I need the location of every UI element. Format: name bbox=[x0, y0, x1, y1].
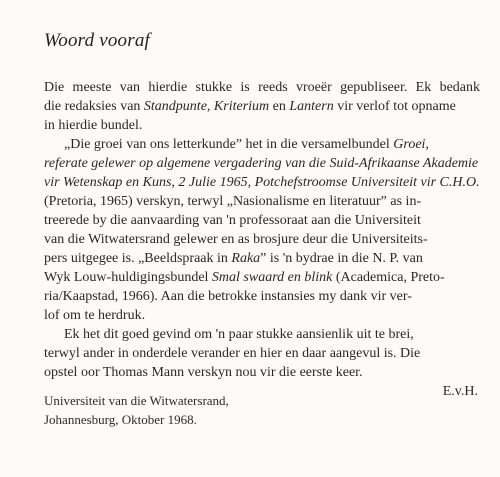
text-line: terwyl ander in onderdele verander en hier en daar aangevul is. Die bbox=[44, 346, 421, 361]
text-line bbox=[44, 97, 480, 116]
journal-title-standpunte: Standpunte bbox=[143, 99, 207, 114]
text-span: Wyk Louw-huldigingsbundel bbox=[44, 270, 212, 285]
footer-date: Johannesburg, Oktober 1968. bbox=[44, 412, 197, 427]
book-title-groei: Groei, bbox=[393, 137, 429, 152]
text-span: en bbox=[269, 99, 290, 114]
footer-place: Universiteit van die Witwatersrand, bbox=[44, 393, 229, 408]
paragraph-acknowledgement bbox=[44, 78, 480, 135]
journal-title-lantern: Lantern bbox=[289, 99, 334, 114]
text-line: vir Wetenskap en Kuns, 2 Julie 1965, Potchefstroomse Universiteit vir C.H.O. bbox=[44, 175, 480, 190]
text-line: van die Witwatersrand gelewer en as brosjure deur die Universiteits- bbox=[44, 232, 428, 247]
text-line bbox=[44, 135, 480, 154]
paragraph-sources bbox=[44, 135, 480, 325]
text-span: , bbox=[206, 99, 214, 114]
preface-body bbox=[44, 78, 480, 401]
text-line bbox=[44, 268, 480, 287]
text-span: pers uitgegee is. „Beeldspraak in bbox=[44, 251, 232, 266]
paragraph-revisions bbox=[44, 325, 480, 382]
text-line: in hierdie bundel. bbox=[44, 118, 143, 133]
text-line: opstel oor Thomas Mann verskyn nou vir die eerste keer. bbox=[44, 365, 363, 380]
text-line: (Pretoria, 1965) verskyn, terwyl „Nasionalisme en literatuur” as in- bbox=[44, 194, 422, 209]
author-signature: E.v.H. bbox=[442, 384, 478, 399]
text-line: treerede by die aanvaarding van 'n professoraat aan die Universiteit bbox=[44, 213, 421, 228]
text-line: referate gelewer op algemene vergadering van die Suid-Afrikaanse Akademie bbox=[44, 156, 479, 171]
text-line: ria/Kaapstad, 1966). Aan die betrokke instansies my dank vir ver- bbox=[44, 289, 412, 304]
text-line bbox=[44, 249, 480, 268]
book-title-smal-swaard: Smal swaard en blink bbox=[211, 270, 333, 285]
page-heading: Woord vooraf bbox=[44, 30, 151, 51]
text-line: Ek het dit goed gevind om 'n paar stukke aansienlik uit te brei, bbox=[64, 327, 414, 342]
text-span: vir verlof tot opname bbox=[333, 99, 456, 114]
text-span: die redaksies van bbox=[44, 99, 144, 114]
text-span: ” is 'n bydrae in die N. P. van bbox=[260, 251, 423, 266]
text-span: „Die groei van ons letterkunde” het in die versamelbundel bbox=[64, 137, 394, 152]
text-span: (Academica, Preto- bbox=[332, 270, 445, 285]
poem-title-raka: Raka bbox=[231, 251, 261, 266]
journal-title-kriterium: Kriterium bbox=[213, 99, 270, 114]
text-line: lof om te herdruk. bbox=[44, 308, 146, 323]
text-line: Die meeste van hierdie stukke is reeds vroeër gepubliseer. Ek bedank bbox=[44, 80, 480, 95]
place-date-footer bbox=[44, 391, 229, 429]
